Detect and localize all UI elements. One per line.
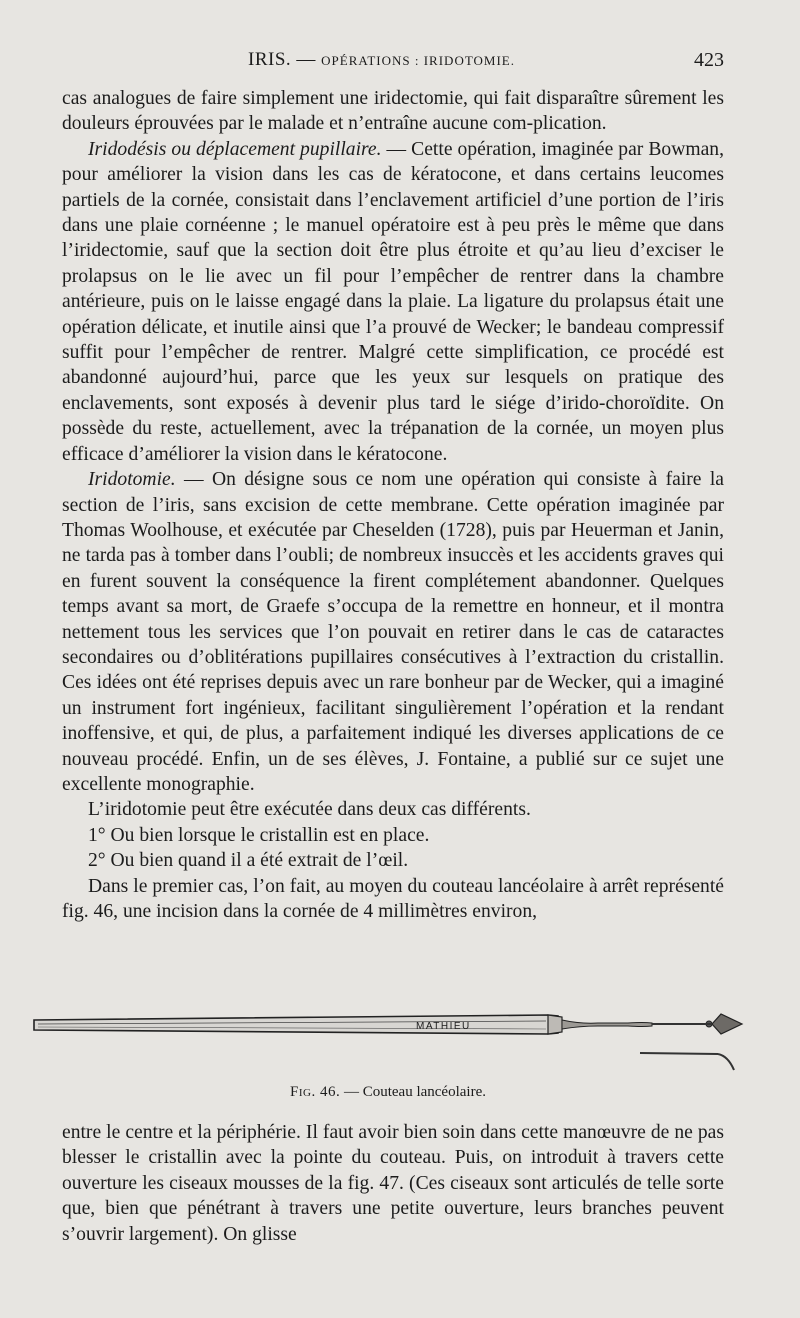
running-head: [248, 49, 515, 71]
paragraph: [62, 1120, 724, 1247]
figure-caption-text: Couteau lancéolaire.: [362, 1084, 486, 1100]
paragraph: [62, 848, 724, 873]
paragraph-text: L’iridotomie peut être exécutée dans deux cas différents.: [88, 799, 531, 821]
figure-caption-dash: —: [343, 1084, 359, 1100]
paragraph-text: — On désigne sous ce nom une opération qui consiste à faire la section de l’iris, sans excision de cette membrane. Cette opération imaginée par Thomas Woolhouse, et exécutée par Cheselden (1728), puis par Heuerman et Janin, ne tarda pas à tomber dans l’oubli; de nombreux insuccès et les accidents graves qui en furent souvent la conséquence la firent complétement abandonner. Quelques temps avant sa mort, de Graefe s’occupa de la remettre en honneur, et il montra nettement tous les services que l’on pouvait en retirer dans le cas de cataractes secondaires ou d’oblitérations pupillaires consécutives à l’extraction du cristallin. Ces idées ont été reprises depuis avec un rare bonheur par de Wecker, qui a imaginé un instrument fort ingénieux, facilitant singulièrement l’opération et la rendant inoffensive, et qui, de plus, a parfaitement indiqué les diverses applications de ce nouveau procédé. Enfin, un de ses élèves, J. Fontaine, a publié sur ce sujet une excellente monographie.: [62, 469, 724, 795]
paragraph-heading: Iridotomie.: [88, 469, 176, 491]
second-instrument-shaft: [640, 1053, 718, 1054]
knife-ferrule: [548, 1015, 562, 1034]
figure-46: [28, 1002, 748, 1112]
paragraph: [62, 137, 724, 467]
running-head-main: IRIS.: [248, 49, 292, 70]
knife-maker-mark: MATHIEU: [416, 1021, 471, 1032]
body-text-top: [62, 86, 724, 924]
running-head-dash: —: [296, 49, 316, 70]
page-number: 423: [694, 49, 724, 71]
lancet-knife-illustration: [28, 1002, 748, 1082]
paragraph-text: — Cette opération, imaginée par Bowman, pour améliorer la vision dans les cas de kératocone, et dans certains leucomes partiels de la cornée, consistait dans l’enclavement artificiel d’une portion de l’iris dans une plaie cornéenne ; le manuel opératoire est à peu près le même que dans l’iridectomie, sauf que la section doit être plus étroite et qu’au lieu d’exciser le prolapsus on le lie avec un fil pour l’empêcher de rentrer dans la chambre antérieure, puis on le laisse engagé dans la plaie. La ligature du prolapsus était une opération délicate, et inutile ainsi que l’a prouvé de Wecker; le bandeau compressif suffit pour l’empêcher de rentrer. Malgré cette simplification, ce procédé est abandonné aujourd’hui, parce que les yeux sur lesquels on pratique des enclavements, sont exposés à devenir plus tard le siége d’irido-choroïdite. On possède du reste, actuellement, avec la trépanation de la cornée, un moyen plus efficace d’améliorer la vision dans le kératocone.: [62, 138, 724, 465]
paragraph-text: 2° Ou bien quand il a été extrait de l’œil.: [88, 850, 409, 872]
knife-blade: [712, 1014, 742, 1034]
page-header: [62, 49, 724, 77]
running-head-section: OPÉRATIONS : IRIDOTOMIE.: [321, 53, 516, 68]
figure-label: Fig. 46.: [290, 1084, 341, 1100]
paragraph-heading: Iridodésis ou déplacement pupillaire.: [88, 138, 382, 160]
knife-handle: [34, 1015, 558, 1034]
paragraph: [62, 467, 724, 797]
figure-caption: [28, 1084, 748, 1101]
paragraph: [62, 823, 724, 848]
paragraph-text: entre le centre et la périphérie. Il faut avoir bien soin dans cette manœuvre de ne pas blesser le cristallin avec la pointe du couteau. Puis, on introduit à travers cette ouverture les ciseaux mousses de la fig. 47. (Ces ciseaux sont articulés de telle sorte que, bien que pénétrant à travers une petite ouverture, leurs branches peuvent s’ouvrir largement). On glisse: [62, 1122, 724, 1245]
body-text-bottom: [62, 1120, 724, 1247]
paragraph: [62, 86, 724, 137]
paragraph-text: cas analogues de faire simplement une iridectomie, qui fait disparaître sûrement les douleurs éprouvées par le malade et n’entraîne aucune com-plication.: [62, 88, 724, 135]
paragraph: [62, 797, 724, 822]
paragraph-text: 1° Ou bien lorsque le cristallin est en place.: [88, 824, 430, 846]
knife-neck: [562, 1020, 652, 1029]
paragraph-text: Dans le premier cas, l’on fait, au moyen du couteau lancéolaire à arrêt représenté fig. 46, une incision dans la cornée de 4 millimètres environ,: [62, 875, 724, 922]
paragraph: [62, 874, 724, 925]
second-instrument-tip: [718, 1054, 734, 1070]
